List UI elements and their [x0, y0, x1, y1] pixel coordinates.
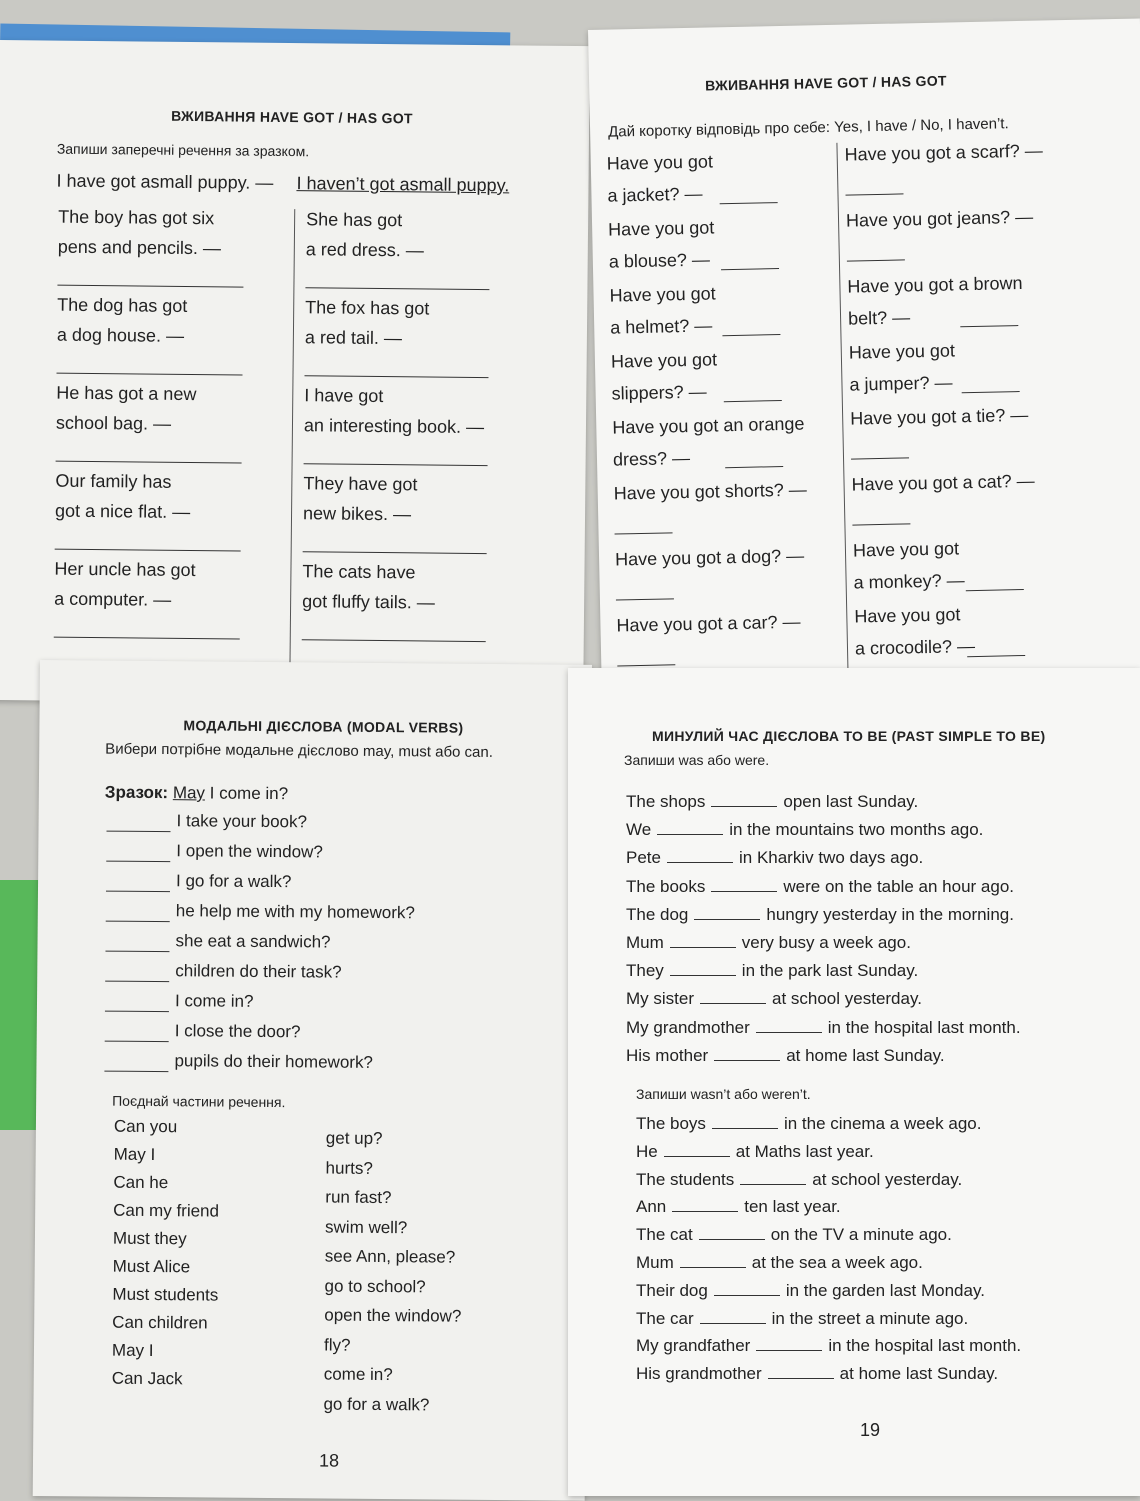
- match-right-item: fly?: [323, 1335, 351, 1355]
- answer-blank: [700, 989, 766, 1004]
- sentence-line-1: The cats have: [302, 561, 416, 583]
- modal-item: he help me with my homework?: [175, 901, 415, 923]
- answer-blank: [56, 461, 242, 464]
- sentence-row: [636, 1142, 874, 1162]
- instruction-wasnt-werent: Запиши wasn’t або weren’t.: [636, 1086, 811, 1102]
- answer-blank: [670, 961, 736, 976]
- match-right-item: go to school?: [324, 1276, 426, 1296]
- sentence-subject: They: [626, 961, 664, 981]
- page-modal-verbs: [33, 660, 592, 1501]
- sentence-subject: My grandfather: [636, 1336, 751, 1356]
- sentence-subject: The books: [626, 876, 706, 896]
- question-line-2: a crocodile? —: [854, 636, 976, 659]
- answer-blank: [699, 1225, 765, 1240]
- question-line-1: Have you got: [609, 283, 716, 306]
- sentence-rest: ten last year.: [744, 1197, 841, 1217]
- sentence-line-1: He has got a new: [56, 382, 197, 405]
- match-right-item: run fast?: [325, 1187, 392, 1208]
- sentence-subject: My grandmother: [626, 1017, 750, 1037]
- sentence-subject: My sister: [626, 989, 694, 1009]
- sentence-rest: in the hospital last month.: [827, 1017, 1021, 1037]
- sentence-line-1: They have got: [303, 473, 418, 495]
- sentence-line-1: The fox has got: [305, 297, 430, 319]
- answer-blank: [57, 373, 243, 376]
- answer-blank: [107, 831, 171, 833]
- question-line-2: a jacket? —: [607, 183, 703, 206]
- page-have-got-short-answers: [588, 18, 1140, 709]
- answer-blank: [722, 334, 780, 336]
- sentence-subject: Pete: [626, 848, 661, 868]
- question-line-2: slippers? —: [611, 381, 707, 404]
- sentence-line-1: I have got: [304, 385, 384, 407]
- answer-blank: [670, 933, 736, 948]
- sentence-line-2: new bikes. —: [302, 503, 412, 525]
- sentence-subject: He: [636, 1141, 658, 1161]
- sentence-subject: The boys: [636, 1114, 706, 1133]
- sentence-line-2: a red tail. —: [304, 327, 403, 349]
- answer-blank: [967, 655, 1025, 657]
- sentence-row: [636, 1309, 968, 1329]
- instruction: Запиши заперечні речення за зразком.: [56, 140, 310, 160]
- question-line-2: belt? —: [847, 307, 911, 329]
- sentence-subject: Mum: [636, 1253, 674, 1272]
- answer-blank: [57, 285, 243, 288]
- question-line-1: Have you got a tie? —: [849, 404, 1029, 429]
- answer-blank: [720, 202, 778, 204]
- match-instruction: Поєднай частини речення.: [112, 1092, 286, 1111]
- sentence-line-1: Her uncle has got: [54, 558, 196, 581]
- sentence-subject: His mother: [626, 1045, 709, 1065]
- answer-blank: [756, 1018, 822, 1033]
- answer-blank: [694, 905, 760, 920]
- example: [105, 783, 288, 805]
- page-number: 18: [318, 1450, 340, 1471]
- match-left-item: Can Jack: [111, 1368, 183, 1389]
- question-line-2: dress? —: [612, 447, 691, 470]
- sentence-rest: in the garden last Monday.: [785, 1280, 985, 1300]
- sentence-rest: were on the table an hour ago.: [783, 876, 1015, 896]
- example-word: May: [172, 783, 206, 803]
- answer-blank: [680, 1253, 746, 1268]
- sentence-rest: at school yesterday.: [772, 989, 922, 1009]
- sentence-row: [626, 905, 1014, 925]
- sentence-line-2: a computer. —: [54, 588, 172, 610]
- sentence-subject: Their dog: [636, 1280, 708, 1300]
- match-right-item: see Ann, please?: [324, 1246, 456, 1267]
- sentence-line-2: got a nice flat. —: [54, 500, 191, 523]
- page-title: ВЖИВАННЯ HAVE GOT / HAS GOT: [171, 107, 413, 127]
- question-line-1: Have you got: [852, 538, 960, 561]
- answer-blank: [721, 268, 779, 270]
- question-line-1: Have you got a dog? —: [614, 545, 805, 570]
- sentence-line-1: She has got: [306, 209, 403, 231]
- sentence-subject: We: [626, 820, 652, 840]
- sentence-subject: Mum: [626, 933, 664, 952]
- sentence-rest: at the sea a week ago.: [751, 1253, 923, 1272]
- match-left-item: Can children: [112, 1312, 208, 1333]
- page-title: МОДАЛЬНІ ДІЄСЛОВА (MODAL VERBS): [183, 717, 464, 736]
- sentence-row: [626, 848, 923, 868]
- answer-blank: [616, 598, 674, 600]
- sentence-line-2: pens and pencils. —: [57, 236, 222, 259]
- sentence-line-2: school bag. —: [55, 412, 172, 434]
- sentence-row: [636, 1336, 1021, 1356]
- modal-item: I come in?: [174, 991, 254, 1011]
- answer-blank: [756, 1336, 822, 1351]
- match-left-item: May I: [113, 1144, 156, 1165]
- sentence-line-2: got fluffy tails. —: [302, 591, 435, 613]
- answer-blank: [962, 391, 1020, 393]
- sentence-row: [626, 820, 983, 840]
- sentence-row: [636, 1253, 923, 1273]
- page-title: ВЖИВАННЯ HAVE GOT / HAS GOT: [705, 72, 947, 94]
- sentence-subject: The dog: [626, 904, 689, 924]
- sentence-rest: in Kharkiv two days ago.: [738, 848, 924, 868]
- modal-item: I open the window?: [176, 841, 323, 862]
- sentence-rest: very busy a week ago.: [741, 933, 911, 952]
- match-right-item: come in?: [323, 1364, 393, 1385]
- sentence-row: [626, 989, 922, 1009]
- question-line-1: Have you got: [606, 151, 714, 174]
- sentence-row: [636, 1114, 981, 1134]
- sentence-line-1: Our family has: [55, 470, 172, 492]
- sentence-row: [636, 1281, 985, 1301]
- sentence-subject: His grandmother: [636, 1364, 762, 1384]
- answer-blank: [711, 877, 777, 892]
- sentence-rest: in the mountains two months ago.: [729, 820, 984, 840]
- question-line-2: a monkey? —: [853, 570, 965, 593]
- question-line-1: Have you got a scarf? —: [844, 140, 1043, 165]
- answer-blank: [304, 463, 488, 466]
- answer-blank: [305, 287, 489, 290]
- match-left-item: May I: [111, 1340, 154, 1361]
- match-left-item: Can you: [113, 1116, 178, 1137]
- answer-blank: [105, 1011, 169, 1013]
- match-left-item: Can my friend: [113, 1200, 220, 1221]
- sentence-subject: The students: [636, 1169, 735, 1189]
- question-line-1: Have you got a brown: [847, 272, 1023, 297]
- modal-item: pupils do their homework?: [174, 1051, 374, 1072]
- sentence-row: [626, 961, 918, 981]
- answer-blank: [740, 1170, 806, 1185]
- answer-blank: [615, 532, 673, 534]
- sentence-rest: open last Sunday.: [783, 792, 919, 811]
- sentence-rest: hungry yesterday in the morning.: [766, 904, 1014, 924]
- answer-blank: [303, 551, 487, 554]
- sentence-row: [636, 1364, 998, 1384]
- example-rest: I come in?: [204, 783, 289, 804]
- sentence-row: [626, 1018, 1021, 1038]
- question-line-1: Have you got: [848, 340, 956, 363]
- match-left-item: Must students: [112, 1284, 219, 1305]
- question-line-1: Have you got a car? —: [616, 611, 801, 636]
- sentence-rest: at home last Sunday.: [839, 1364, 999, 1384]
- sentence-rest: in the park last Sunday.: [741, 961, 919, 981]
- question-line-2: a helmet? —: [610, 315, 713, 338]
- match-right-item: open the window?: [324, 1305, 462, 1326]
- sentence-line-2: a red dress. —: [305, 239, 424, 261]
- sentence-line-1: The boy has got six: [58, 206, 215, 229]
- answer-blank: [966, 589, 1024, 591]
- match-left-item: Can he: [113, 1172, 169, 1193]
- answer-blank: [852, 523, 910, 525]
- match-left-item: Must they: [112, 1228, 187, 1249]
- answer-blank: [302, 639, 486, 642]
- instruction: Дай коротку відповідь про себе: Yes, I have / No, I haven’t.: [607, 115, 1009, 141]
- answer-blank: [55, 549, 241, 552]
- sentence-row: [636, 1225, 952, 1245]
- answer-blank: [106, 921, 170, 923]
- sentence-line-2: an interesting book. —: [303, 415, 485, 438]
- example-question: I have got asmall puppy. —: [56, 170, 274, 193]
- question-line-1: Have you got shorts? —: [613, 479, 807, 504]
- modal-item: I take your book?: [176, 811, 308, 832]
- answer-blank: [667, 848, 733, 863]
- sentence-rest: in the street a minute ago.: [771, 1308, 969, 1328]
- answer-blank: [105, 1041, 169, 1043]
- answer-blank: [714, 1046, 780, 1061]
- answer-blank: [846, 193, 904, 195]
- sentence-rest: in the cinema a week ago.: [783, 1114, 982, 1133]
- page-number: 19: [860, 1420, 881, 1440]
- match-right-item: swim well?: [324, 1217, 408, 1237]
- page-title: МИНУЛИЙ ЧАС ДІЄСЛОВА TO BE (PAST SIMPLE TO BE): [652, 728, 1046, 744]
- match-left-item: Must Alice: [112, 1256, 191, 1277]
- answer-blank: [105, 981, 169, 983]
- match-right-item: go for a walk?: [323, 1394, 430, 1414]
- question-line-1: Have you got an orange: [612, 413, 805, 438]
- answer-blank: [104, 1071, 168, 1073]
- sentence-row: [626, 1046, 945, 1066]
- answer-blank: [768, 1364, 834, 1379]
- sentence-subject: Ann: [636, 1197, 667, 1217]
- column-divider: [289, 209, 295, 689]
- sentence-rest: at home last Sunday.: [786, 1045, 945, 1065]
- match-right-item: hurts?: [325, 1158, 373, 1178]
- question-line-1: Have you got: [610, 349, 718, 372]
- sentence-subject: The shops: [626, 792, 706, 811]
- page-past-simple-to-be: [568, 668, 1140, 1496]
- answer-blank: [106, 891, 170, 893]
- answer-blank: [725, 466, 783, 468]
- answer-blank: [657, 820, 723, 835]
- match-right-item: get up?: [325, 1128, 383, 1149]
- page-have-got-negative: [0, 40, 590, 706]
- modal-item: children do their task?: [175, 961, 342, 982]
- answer-blank: [105, 951, 169, 953]
- sentence-subject: The car: [636, 1308, 694, 1328]
- sentence-line-1: The dog has got: [57, 294, 188, 316]
- instruction: Вибери потрібне модальне дієслово may, must або can.: [105, 740, 494, 761]
- question-line-2: a blouse? —: [608, 249, 711, 272]
- example-label: Зразок:: [104, 782, 169, 803]
- answer-blank: [664, 1142, 730, 1157]
- answer-blank: [960, 325, 1018, 327]
- answer-blank: [851, 457, 909, 459]
- answer-blank: [304, 375, 488, 378]
- answer-blank: [714, 1281, 780, 1296]
- question-line-1: Have you got: [607, 217, 715, 240]
- sentence-row: [626, 877, 1014, 897]
- question-line-1: Have you got: [854, 604, 961, 627]
- sentence-line-2: a dog house. —: [56, 324, 185, 346]
- sentence-rest: in the hospital last month.: [828, 1336, 1022, 1356]
- answer-blank: [700, 1309, 766, 1324]
- sentence-rest: at Maths last year.: [735, 1141, 874, 1161]
- question-line-1: Have you got jeans? —: [845, 206, 1034, 231]
- answer-blank: [847, 259, 905, 261]
- sentence-rest: at school yesterday.: [812, 1169, 963, 1189]
- example-answer: I haven’t got asmall puppy.: [296, 173, 510, 196]
- answer-blank: [617, 664, 675, 666]
- sentence-row: [636, 1197, 841, 1217]
- sentence-row: [626, 933, 911, 953]
- answer-blank: [54, 637, 240, 640]
- question-line-2: a jumper? —: [849, 372, 953, 395]
- question-line-1: Have you got a cat? —: [851, 470, 1035, 495]
- answer-blank: [672, 1197, 738, 1212]
- modal-item: she eat a sandwich?: [175, 931, 331, 952]
- answer-blank: [712, 1114, 778, 1129]
- sentence-row: [636, 1170, 962, 1190]
- sentence-subject: The cat: [636, 1225, 693, 1245]
- modal-item: I go for a walk?: [175, 871, 292, 892]
- instruction-was-were: Запиши was або were.: [624, 752, 770, 768]
- sentence-rest: on the TV a minute ago.: [770, 1225, 952, 1245]
- answer-blank: [724, 400, 782, 402]
- answer-blank: [711, 792, 777, 807]
- answer-blank: [106, 861, 170, 863]
- sentence-row: [626, 792, 918, 812]
- modal-item: I close the door?: [174, 1021, 301, 1042]
